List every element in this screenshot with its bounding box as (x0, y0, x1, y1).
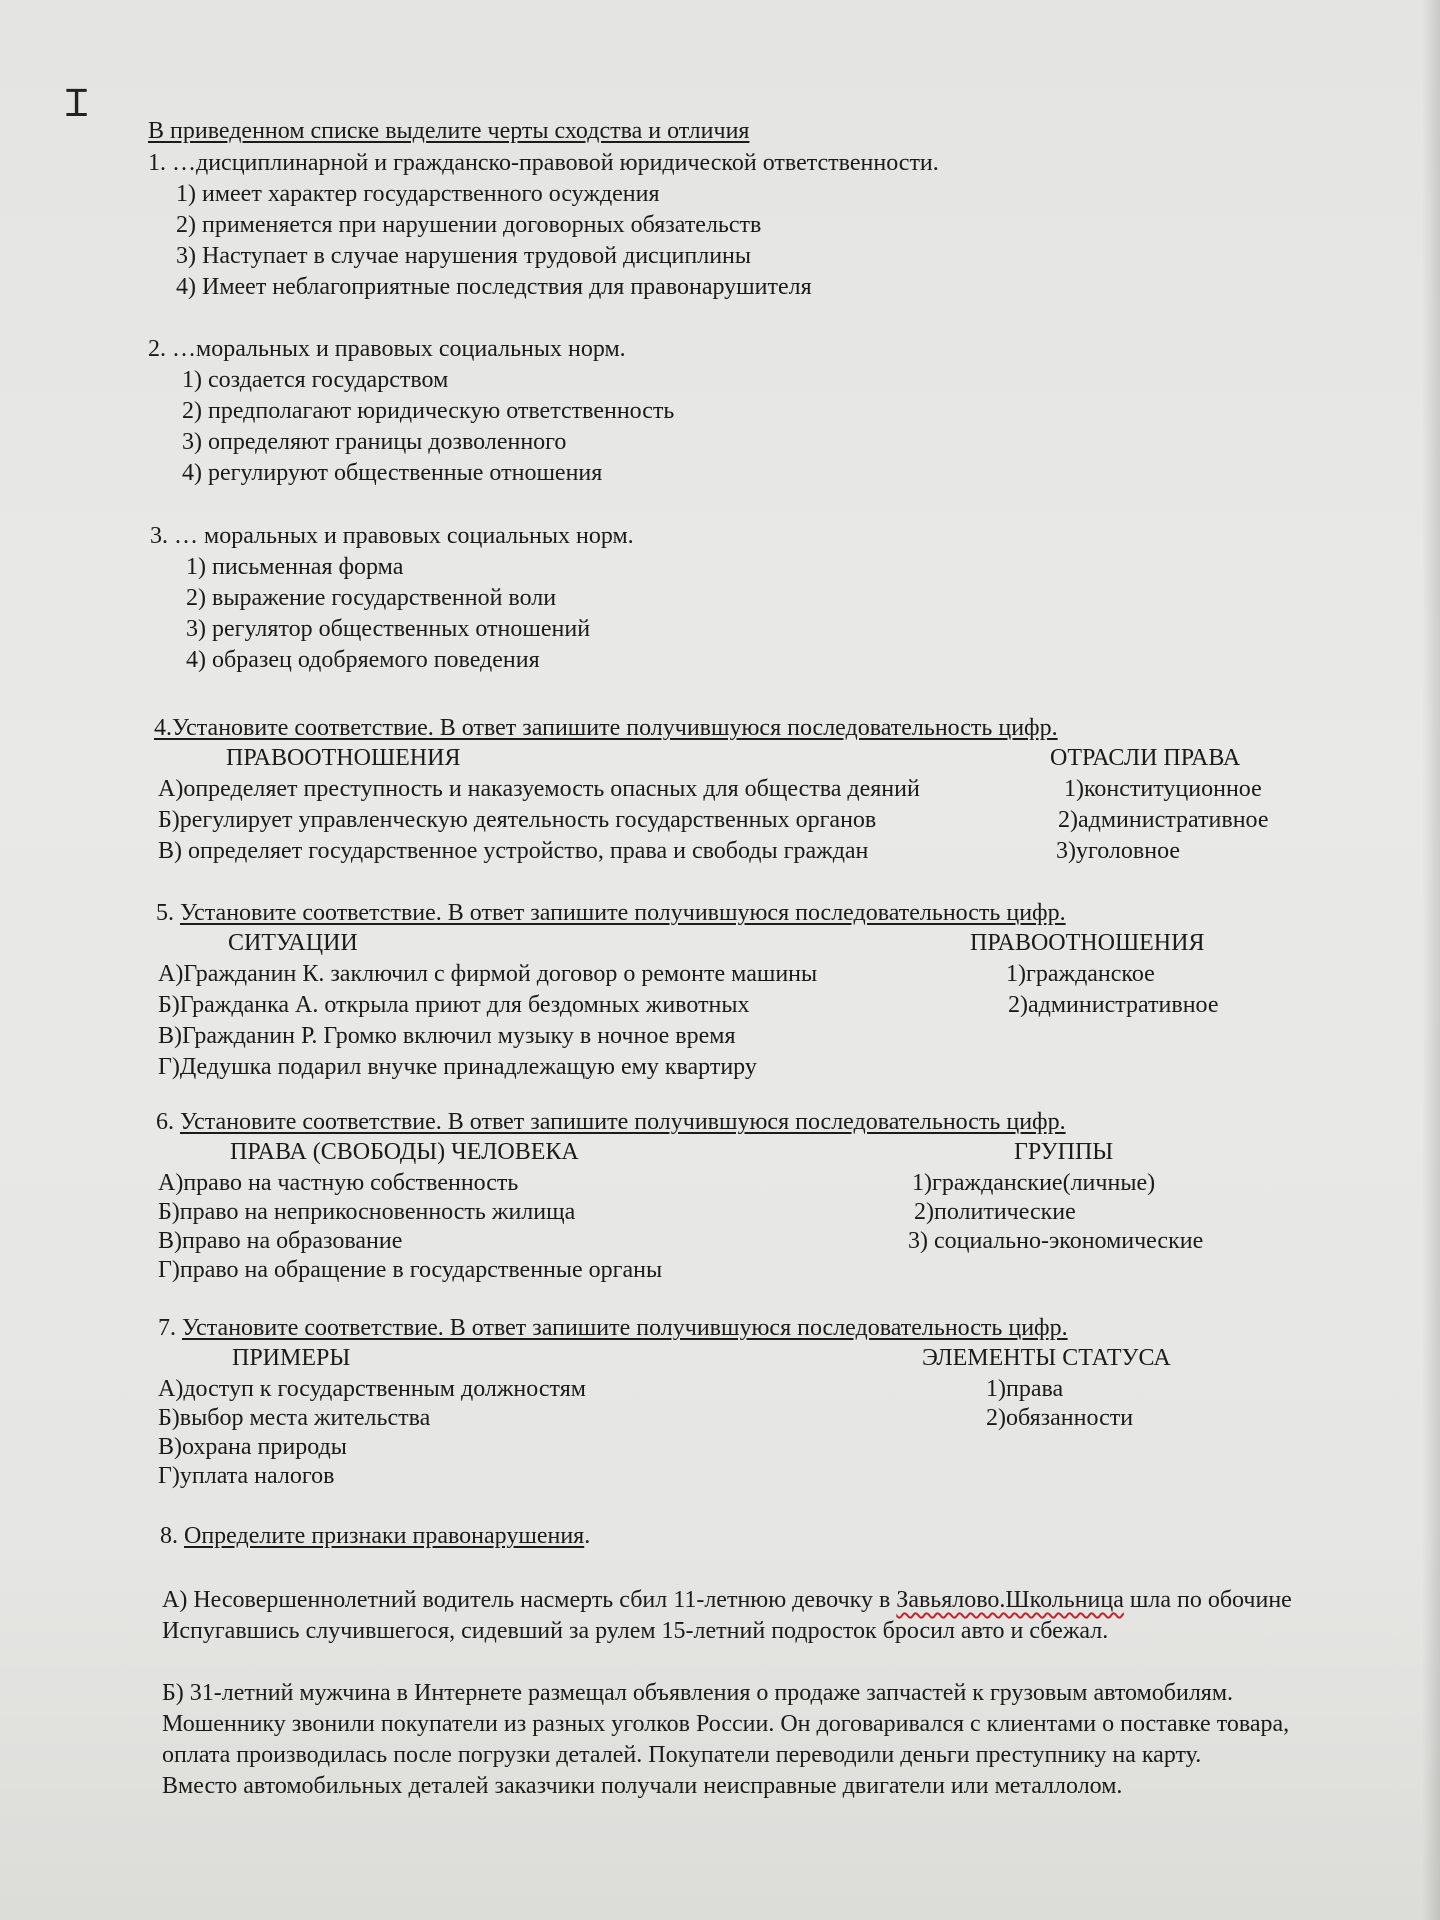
q2-option: 1) создается государством (182, 367, 449, 393)
q4-title: 4.Установите соответствие. В ответ запишите получившуюся последовательность цифр. (154, 715, 1058, 741)
q3-option: 2) выражение государственной воли (186, 585, 557, 611)
q7-number: 7. (158, 1315, 176, 1341)
q8-spellcheck-marked-word: Завьялово.Школьница (896, 1587, 1124, 1613)
q8-case-b-line: Мошеннику звонили покупатели из разных уголков России. Он договаривался с клиентами о поставке товара, (162, 1711, 1290, 1737)
q2-option: 2) предполагают юридическую ответственность (182, 398, 675, 424)
q7-right-item: 1)права (986, 1376, 1064, 1402)
q8-number: 8. (160, 1523, 178, 1549)
q6-right-item: 3) социально-экономические (908, 1228, 1204, 1254)
q8-case-b-line: Б) 31-летний мужчина в Интернете размещал объявления о продаже запчастей к грузовым автомобилям. (162, 1680, 1234, 1706)
q1-option: 4) Имеет неблагоприятные последствия для правонарушителя (176, 274, 812, 300)
q3-option: 4) образец одобряемого поведения (186, 647, 540, 673)
q4-left-item: А)определяет преступность и наказуемость опасных для общества деяний (158, 776, 920, 802)
q7-title: Установите соответствие. В ответ запишите получившуюся последовательность цифр. (182, 1315, 1068, 1341)
q8-case-b-line: оплата производилась после погрузки деталей. Покупатели переводили деньги преступнику на карту. (162, 1742, 1202, 1768)
q5-right-item: 2)административное (1008, 992, 1219, 1018)
q8-case-a-line2: Испугавшись случившегося, сидевший за рулем 15-летний подросток бросил авто и сбежал. (162, 1618, 1109, 1644)
q5-left-item: А)Гражданин К. заключил с фирмой договор о ремонте машины (158, 961, 818, 987)
q7-title-row (158, 1313, 1068, 1343)
q6-right-item: 2)политические (914, 1199, 1076, 1225)
q1-option: 1) имеет характер государственного осуждения (176, 181, 660, 207)
q4-right-header: ОТРАСЛИ ПРАВА (1050, 745, 1241, 771)
q5-title-row (156, 898, 1066, 928)
q8-title: Определите признаки правонарушения (184, 1523, 585, 1549)
q8-case-a-line1 (162, 1585, 1292, 1615)
text-cursor-icon: Ɪ (66, 83, 88, 125)
q7-right-item: 2)обязанности (986, 1405, 1134, 1431)
q1-option: 3) Наступает в случае нарушения трудовой дисциплины (176, 243, 752, 269)
q4-left-header: ПРАВООТНОШЕНИЯ (226, 745, 461, 771)
q5-left-header: СИТУАЦИИ (228, 930, 358, 956)
q5-left-item: Б)Гражданка А. открыла приют для бездомных животных (158, 992, 750, 1018)
q6-left-item: Б)право на неприкосновенность жилища (158, 1199, 576, 1225)
q7-left-item: Г)уплата налогов (158, 1463, 335, 1489)
q6-right-header: ГРУППЫ (1014, 1139, 1114, 1165)
q7-left-header: ПРИМЕРЫ (232, 1345, 351, 1371)
screen-edge-shadow (1422, 0, 1440, 1920)
q3-title: 3. … моральных и правовых социальных норм. (150, 523, 634, 549)
q3-option: 3) регулятор общественных отношений (186, 616, 591, 642)
q6-number: 6. (156, 1109, 174, 1135)
q2-title: 2. …моральных и правовых социальных норм. (148, 336, 626, 362)
q8-case-a-post: шла по обочине (1123, 1587, 1292, 1613)
q6-left-header: ПРАВА (СВОБОДЫ) ЧЕЛОВЕКА (230, 1139, 579, 1165)
q5-title: Установите соответствие. В ответ запишите получившуюся последовательность цифр. (180, 900, 1066, 926)
q5-left-item: В)Гражданин Р. Громко включил музыку в ночное время (158, 1023, 736, 1049)
q4-left-item: Б)регулирует управленческую деятельность государственных органов (158, 807, 877, 833)
q8-case-a-pre: А) Несовершеннолетний водитель насмерть сбил 11-летнюю девочку в (162, 1587, 897, 1613)
q1-title: 1. …дисциплинарной и гражданско-правовой юридической ответственности. (148, 150, 939, 176)
q5-left-item: Г)Дедушка подарил внучке принадлежащую ему квартиру (158, 1054, 757, 1080)
q8-case-b-line: Вместо автомобильных деталей заказчики получали неисправные двигатели или металлолом. (162, 1773, 1123, 1799)
q6-left-item: В)право на образование (158, 1228, 403, 1254)
page-heading: В приведенном списке выделите черты сходства и отличия (148, 118, 750, 144)
q6-left-item: А)право на частную собственность (158, 1170, 519, 1196)
q6-right-item: 1)гражданские(личные) (912, 1170, 1156, 1196)
q7-right-header: ЭЛЕМЕНТЫ СТАТУСА (922, 1345, 1171, 1371)
q5-number: 5. (156, 900, 174, 926)
q6-title-row (156, 1107, 1066, 1137)
q6-title: Установите соответствие. В ответ запишите получившуюся последовательность цифр. (180, 1109, 1066, 1135)
q1-option: 2) применяется при нарушении договорных обязательств (176, 212, 762, 238)
q7-left-item: В)охрана природы (158, 1434, 347, 1460)
q7-left-item: А)доступ к государственным должностям (158, 1376, 586, 1402)
q6-left-item: Г)право на обращение в государственные органы (158, 1257, 663, 1283)
q2-option: 3) определяют границы дозволенного (182, 429, 567, 455)
q5-right-header: ПРАВООТНОШЕНИЯ (970, 930, 1205, 956)
q5-right-item: 1)гражданское (1006, 961, 1155, 987)
q8-title-end: . (584, 1523, 591, 1549)
q8-title-row (160, 1521, 590, 1551)
q4-right-item: 1)конституционное (1064, 776, 1262, 802)
q4-right-item: 2)административное (1058, 807, 1269, 833)
q2-option: 4) регулируют общественные отношения (182, 460, 603, 486)
q4-right-item: 3)уголовное (1056, 838, 1181, 864)
q7-left-item: Б)выбор места жительства (158, 1405, 431, 1431)
q3-option: 1) письменная форма (186, 554, 404, 580)
q4-left-item: В) определяет государственное устройство, права и свободы граждан (158, 838, 869, 864)
